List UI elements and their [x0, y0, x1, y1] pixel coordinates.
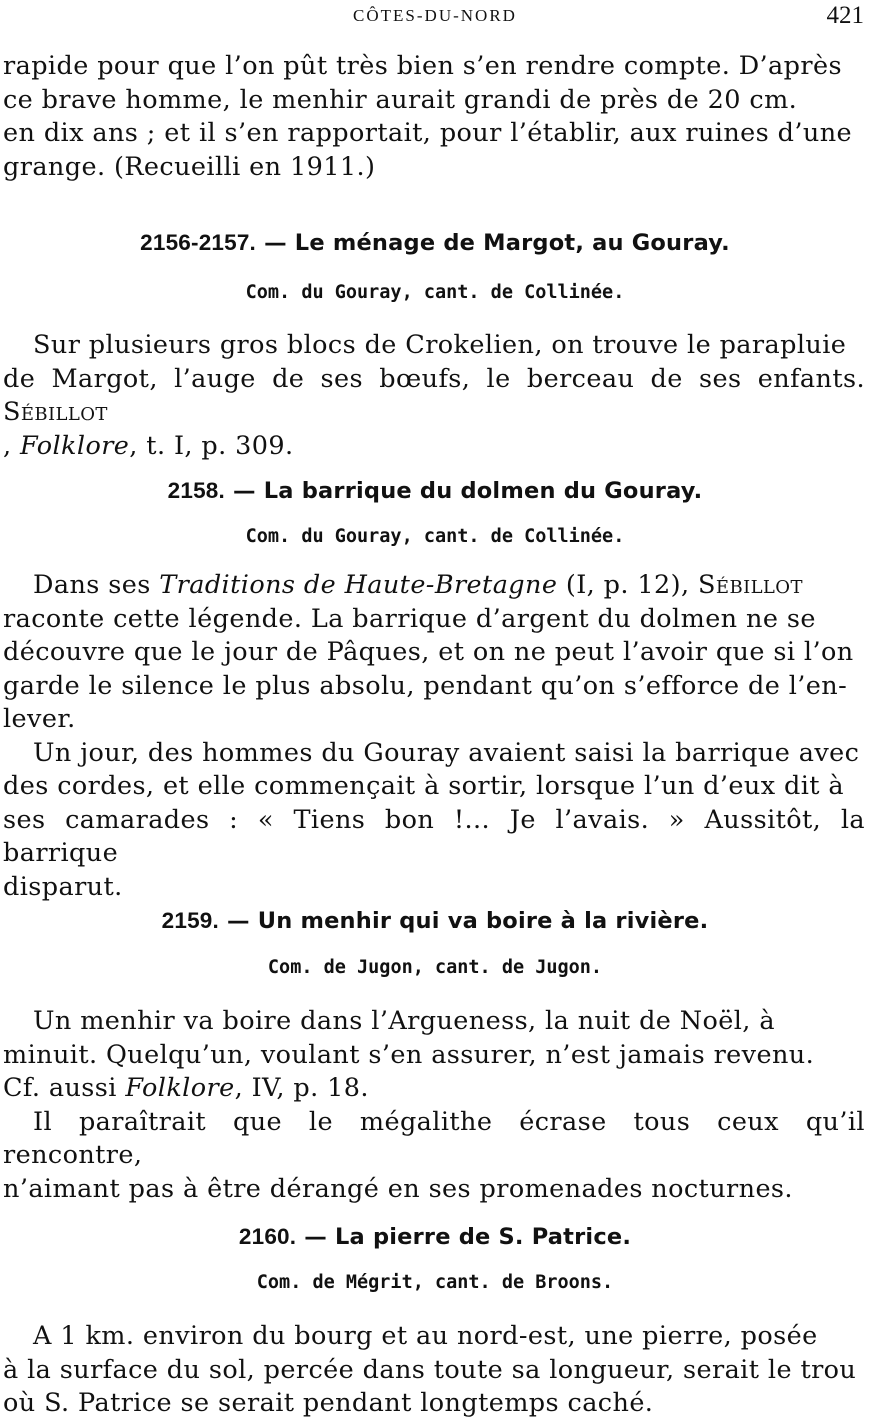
entry-paragraph — [3, 569, 865, 904]
paragraph-line: où S. Patrice se serait pendant longtemps caché. — [3, 1388, 654, 1418]
paragraph-line — [3, 430, 865, 464]
paragraph-text: de Margot, l’auge de ses bœufs, le berceau de ses enfants. — [3, 363, 865, 394]
entry-commune: Com. du Gouray, cant. de Collinée. — [245, 282, 625, 303]
paragraph-line: raconte cette légende. La barrique d’argent du dolmen ne se — [3, 603, 816, 634]
paragraph-line: Un jour, des hommes du Gouray avaient saisi la barrique avec — [33, 737, 860, 768]
page-number: 421 — [826, 2, 864, 29]
entry-title: — Un menhir qui va boire à la rivière. — [227, 908, 709, 934]
paragraph-line: découvre que le jour de Pâques, et on ne peut l’avoir que si l’on — [3, 637, 854, 667]
entry-title: — Le ménage de Margot, au Gouray. — [264, 230, 730, 256]
entry-heading — [0, 1224, 870, 1250]
intro-line-2: ce brave homme, le menhir aurait grandi de près de 20 cm. — [3, 84, 798, 115]
paragraph-line: n’aimant pas à être dérangé en ses promenades nocturnes. — [3, 1173, 793, 1204]
entry-commune: Com. de Mégrit, cant. de Broons. — [256, 1272, 614, 1293]
entry-paragraph — [3, 329, 865, 463]
paragraph-line: à la surface du sol, percée dans toute sa longueur, serait le trou — [3, 1354, 857, 1385]
entry-commune: Com. de Jugon, cant. de Jugon. — [267, 957, 603, 978]
entry-heading — [0, 908, 870, 934]
paragraph-line — [3, 363, 865, 430]
work-title: Traditions de Haute-Bretagne — [159, 570, 558, 600]
intro-line-1: rapide pour que l’on pût très bien s’en rendre compte. D’après — [3, 51, 842, 81]
intro-line-3: en dix ans ; et il s’en rapportait, pour l’établir, aux ruines d’une — [3, 118, 853, 148]
paragraph-line: lever. — [3, 704, 76, 734]
paragraph-line: Un menhir va boire dans l’Argueness, la nuit de Noël, à — [33, 1006, 775, 1036]
paragraph-line: minuit. Quelqu’un, voulant s’en assurer, n’est jamais revenu. — [3, 1039, 815, 1070]
entry-title: — La barrique du dolmen du Gouray. — [233, 478, 703, 504]
paragraph-line: disparut. — [3, 871, 123, 902]
comma: , — [3, 430, 12, 461]
paragraph-line — [3, 1072, 865, 1106]
entry-paragraph — [3, 1320, 865, 1421]
entry-number: 2159. — [161, 908, 219, 933]
paragraph-line: ses camarades : « Tiens bon !... Je l’avais. » Aussitôt, la barrique — [3, 804, 865, 868]
intro-paragraph — [3, 50, 865, 184]
author-name: Sébillot — [3, 397, 108, 427]
entry-number: 2160. — [238, 1224, 297, 1249]
reference: (I, p. 12), — [557, 570, 699, 600]
work-title: Folklore — [125, 1073, 235, 1103]
paragraph-text: Cf. aussi — [3, 1073, 126, 1103]
work-title: Folklore — [20, 430, 130, 461]
paragraph-line: Il paraîtrait que le mégalithe écrase tous ceux qu’il rencontre, — [3, 1106, 865, 1170]
reference: , t. I, p. 309. — [129, 430, 294, 461]
entry-number: 2158. — [167, 478, 225, 503]
intro-line-4: grange. (Recueilli en 1911.) — [3, 151, 376, 182]
paragraph-text: Dans ses — [33, 570, 160, 600]
entry-heading — [0, 478, 870, 504]
paragraph-line — [3, 569, 865, 603]
running-head-title: CÔTES-DU-NORD — [353, 6, 517, 25]
paragraph-line: garde le silence le plus absolu, pendant qu’on s’efforce de l’en- — [3, 670, 848, 701]
reference: , IV, p. 18. — [234, 1073, 369, 1103]
entry-title: — La pierre de S. Patrice. — [304, 1224, 632, 1250]
paragraph-line: Sur plusieurs gros blocs de Crokelien, on trouve le parapluie — [33, 330, 847, 360]
entry-commune: Com. du Gouray, cant. de Collinée. — [245, 526, 625, 547]
paragraph-line: des cordes, et elle commençait à sortir, lorsque l’un d’eux dit à — [3, 771, 845, 801]
entry-number: 2156-2157. — [140, 230, 257, 255]
author-name: Sébillot — [698, 570, 803, 600]
entry-paragraph — [3, 1005, 865, 1206]
running-head — [0, 2, 870, 30]
entry-heading — [0, 230, 870, 256]
paragraph-line: A 1 km. environ du bourg et au nord-est, une pierre, posée — [33, 1321, 818, 1351]
